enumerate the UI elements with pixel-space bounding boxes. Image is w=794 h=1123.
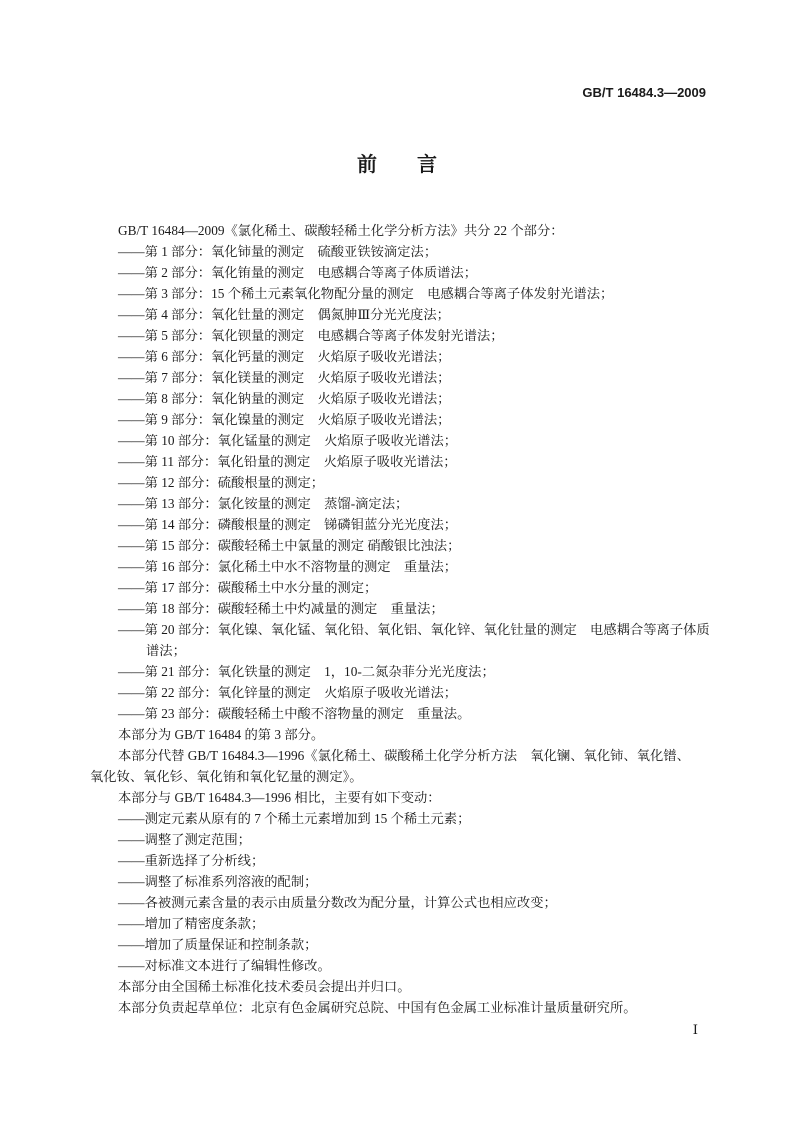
- proposer-statement: 本部分由全国稀土标准化技术委员会提出并归口。: [118, 979, 411, 994]
- part-item: ——第 1 部分：氧化铈量的测定 硫酸亚铁铵滴定法；: [118, 244, 438, 259]
- part-item: ——第 6 部分：氧化钙量的测定 火焰原子吸收光谱法；: [118, 349, 451, 364]
- change-item: ——调整了测定范围；: [118, 832, 251, 847]
- part-item: ——第 4 部分：氧化钍量的测定 偶氮胂Ⅲ分光光度法；: [118, 307, 450, 322]
- page-number: Ⅰ: [692, 1022, 698, 1037]
- part-item-continuation: 谱法；: [146, 643, 186, 658]
- part-item: ——第 11 部分：氧化铅量的测定 火焰原子吸收光谱法；: [118, 454, 457, 469]
- part-item: ——第 17 部分：碳酸稀土中水分量的测定；: [118, 580, 378, 595]
- part-item: ——第 22 部分：氧化锌量的测定 火焰原子吸收光谱法；: [118, 685, 458, 700]
- change-item: ——增加了精密度条款；: [118, 916, 265, 931]
- foreword-title: 前 言: [357, 154, 437, 176]
- drafting-units-statement: 本部分负责起草单位：北京有色金属研究总院、中国有色金属工业标准计量质量研究所。: [118, 1000, 637, 1015]
- change-item: ——增加了质量保证和控制条款；: [118, 937, 318, 952]
- replacement-statement-continuation: 氧化钕、氧化钐、氧化铕和氧化钇量的测定》。: [90, 769, 363, 784]
- part-item: ——第 8 部分：氧化钠量的测定 火焰原子吸收光谱法；: [118, 391, 451, 406]
- change-item: ——调整了标准系列溶液的配制；: [118, 874, 318, 889]
- scope-statement: 本部分为 GB/T 16484 的第 3 部分。: [118, 727, 325, 742]
- part-item: ——第 10 部分：氧化锰量的测定 火焰原子吸收光谱法；: [118, 433, 458, 448]
- part-item: ——第 15 部分：碳酸轻稀土中氯量的测定 硝酸银比浊法；: [118, 538, 461, 553]
- standard-number: GB/T 16484.3—2009: [582, 85, 706, 100]
- foreword-body: [90, 220, 710, 1018]
- part-item: ——第 9 部分：氧化镍量的测定 火焰原子吸收光谱法；: [118, 412, 451, 427]
- part-item: ——第 7 部分：氧化镁量的测定 火焰原子吸收光谱法；: [118, 370, 451, 385]
- intro-paragraph: GB/T 16484—2009《氯化稀土、碳酸轻稀土化学分析方法》共分 22 个部分：: [118, 223, 564, 238]
- part-item: ——第 16 部分：氯化稀土中水不溶物量的测定 重量法；: [118, 559, 458, 574]
- part-item: ——第 3 部分：15 个稀土元素氧化物配分量的测定 电感耦合等离子体发射光谱法；: [118, 286, 614, 301]
- change-item: ——测定元素从原有的 7 个稀土元素增加到 15 个稀土元素；: [118, 811, 471, 826]
- replacement-statement: 本部分代替 GB/T 16484.3—1996《氯化稀土、碳酸稀土化学分析方法 氧化镧、氧化铈、氧化镨、: [118, 748, 690, 763]
- part-item: ——第 21 部分：氧化铁量的测定 1，10-二氮杂菲分光光度法；: [118, 664, 495, 679]
- part-item: ——第 5 部分：氧化钡量的测定 电感耦合等离子体发射光谱法；: [118, 328, 504, 343]
- part-item: ——第 12 部分：硫酸根量的测定；: [118, 475, 325, 490]
- part-item: ——第 2 部分：氧化铕量的测定 电感耦合等离子体质谱法；: [118, 265, 478, 280]
- change-item: ——各被测元素含量的表示由质量分数改为配分量，计算公式也相应改变；: [118, 895, 557, 910]
- change-item: ——重新选择了分析线；: [118, 853, 265, 868]
- part-item: ——第 14 部分：磷酸根量的测定 锑磷钼蓝分光光度法；: [118, 517, 458, 532]
- part-item: ——第 23 部分：碳酸轻稀土中酸不溶物量的测定 重量法。: [118, 706, 471, 721]
- part-item: ——第 13 部分：氯化铵量的测定 蒸馏-滴定法；: [118, 496, 409, 511]
- part-item: ——第 18 部分：碳酸轻稀土中灼减量的测定 重量法；: [118, 601, 444, 616]
- changes-intro: 本部分与 GB/T 16484.3—1996 相比，主要有如下变动：: [118, 790, 441, 805]
- part-item: ——第 20 部分：氧化镍、氧化锰、氧化铅、氧化铝、氧化锌、氧化钍量的测定 电感耦合等离子体质: [118, 622, 710, 637]
- change-item: ——对标准文本进行了编辑性修改。: [118, 958, 331, 973]
